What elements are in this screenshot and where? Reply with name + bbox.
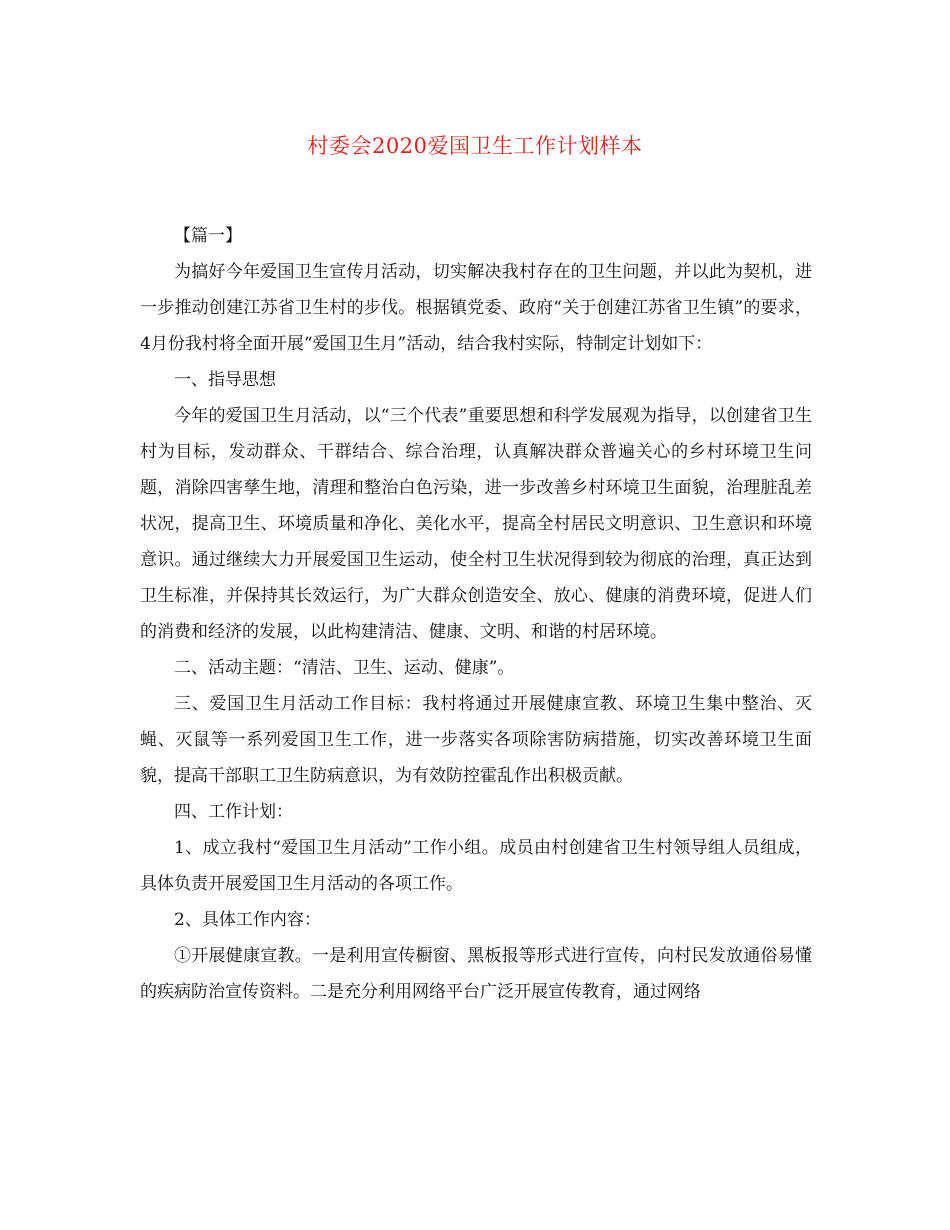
section-heading-part-one: 【篇一】: [174, 226, 242, 246]
document-title: 村委会2020爱国卫生工作计划样本: [307, 134, 643, 158]
work-plan-item-1: 1、成立我村“爱国卫生月活动”工作小组。成员由村创建省卫生村领导组人员组成，具体负责开展爱国卫生月活动的各项工作。: [140, 838, 812, 894]
guiding-thought-paragraph: 今年的爱国卫生月活动，以“三个代表”重要思想和科学发展观为指导，以创建省卫生村为目标，发动群众、干群结合、综合治理，认真解决群众普遍关心的乡村环境卫生问题，消除四害孳生地，清理和整治白色污染，进一步改善乡村环境卫生面貌，治理脏乱差状况，提高卫生、环境质量和净化、美化水平，提高全村居民文明意识、卫生意识和环境意识。通过继续大力开展爱国卫生运动，使全村卫生状况得到较为彻底的治理，真正达到卫生标准，并保持其长效运行，为广大群众创造安全、放心、健康的消费环境，促进人们的消费和经济的发展，以此构建清洁、健康、文明、和谐的村居环境。: [140, 406, 812, 642]
document-body: [140, 218, 812, 1010]
activity-theme-paragraph: 二、活动主题：“清洁、卫生、运动、健康”。: [174, 658, 515, 678]
section-heading-guiding-thought: 一、指导思想: [174, 370, 276, 390]
section-heading-work-plan: 四、工作计划：: [174, 802, 293, 822]
work-plan-item-2: 2、具体工作内容：: [174, 910, 321, 930]
work-content-item-1: ①开展健康宣教。一是利用宣传橱窗、黑板报等形式进行宣传，向村民发放通俗易懂的疾病防治宣传资料。二是充分利用网络平台广泛开展宣传教育，通过网络: [140, 946, 812, 1002]
intro-paragraph: 为搞好今年爱国卫生宣传月活动，切实解决我村存在的卫生问题，并以此为契机，进一步推动创建江苏省卫生村的步伐。根据镇党委、政府“关于创建江苏省卫生镇”的要求，4月份我村将全面开展“爱国卫生月”活动，结合我村实际，特制定计划如下：: [140, 262, 812, 354]
work-goal-paragraph: 三、爱国卫生月活动工作目标：我村将通过开展健康宣教、环境卫生集中整治、灭蝇、灭鼠等一系列爱国卫生工作，进一步落实各项除害防病措施，切实改善环境卫生面貌，提高干部职工卫生防病意识，为有效防控霍乱作出积极贡献。: [140, 694, 812, 786]
